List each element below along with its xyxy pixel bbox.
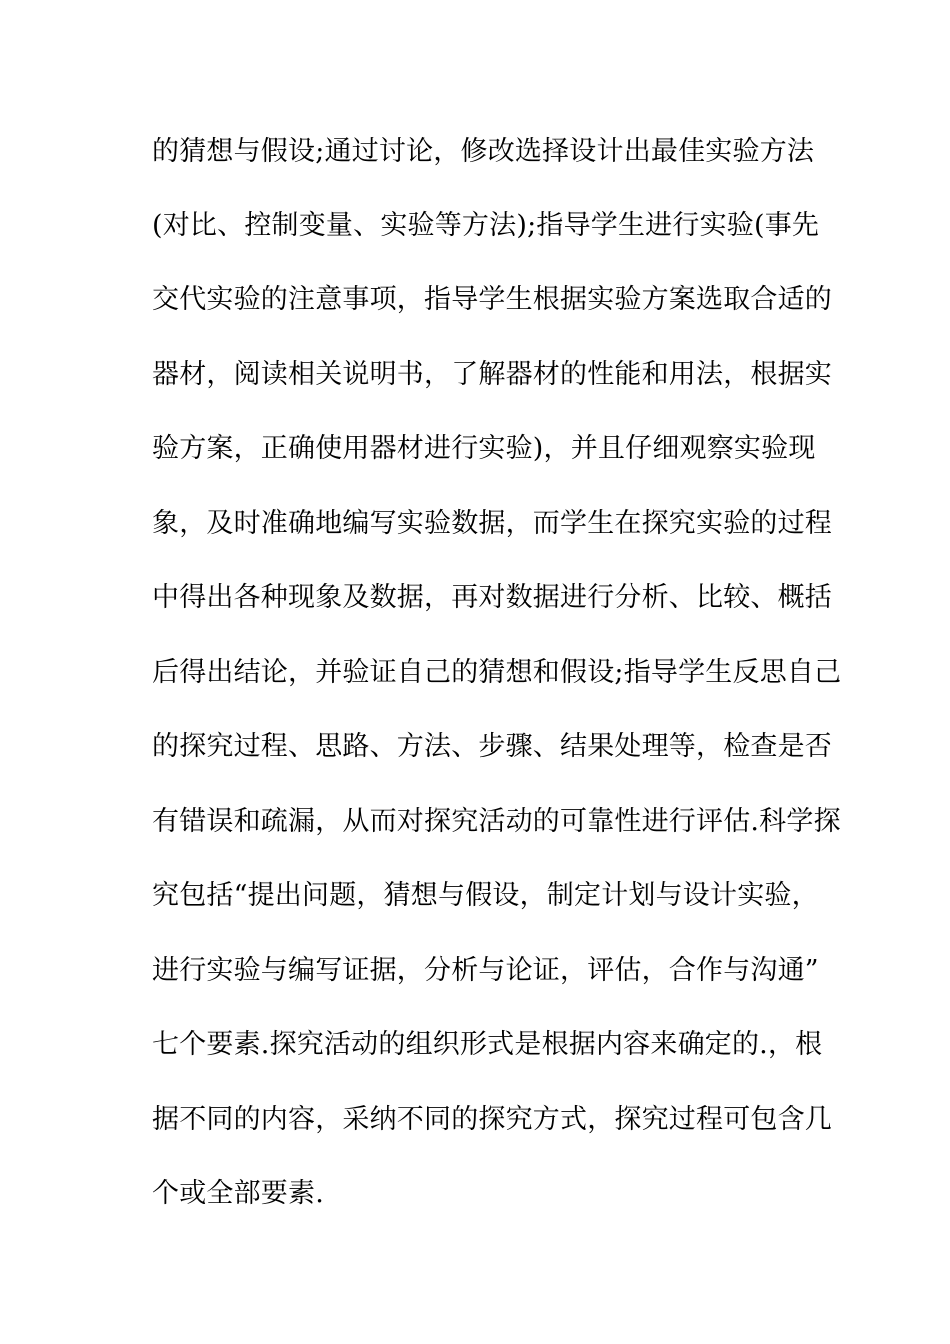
paragraph-line: 交代实验的注意事项，指导学生根据实验方案选取合适的	[152, 284, 832, 315]
paragraph-line: 中得出各种现象及数据，再对数据进行分析、比较、概括	[152, 582, 832, 613]
paragraph-line: 器材，阅读相关说明书，了解器材的性能和用法，根据实	[152, 359, 832, 390]
paragraph-line: 后得出结论，并验证自己的猜想和假设;指导学生反思自己	[152, 657, 842, 688]
paragraph-line: 验方案，正确使用器材进行实验)，并且仔细观察实验现	[152, 433, 816, 464]
paragraph-line: 据不同的内容，采纳不同的探究方式，探究过程可包含几	[152, 1104, 832, 1135]
paragraph-line: 进行实验与编写证据，分析与论证，评估，合作与沟通”	[152, 955, 819, 986]
paragraph-line: 个或全部要素.	[152, 1178, 324, 1209]
paragraph-line: 的探究过程、思路、方法、步骤、结果处理等，检查是否	[152, 731, 832, 762]
paragraph-line: 有错误和疏漏，从而对探究活动的可靠性进行评估.科学探	[152, 806, 841, 837]
paragraph-line: 七个要素.探究活动的组织形式是根据内容来确定的.，根	[152, 1029, 823, 1060]
paragraph-line: 象，及时准确地编写实验数据，而学生在探究实验的过程	[152, 508, 832, 539]
paragraph-line: 究包括“提出问题，猜想与假设，制定计划与设计实验，	[152, 880, 819, 911]
paragraph-line: 的猜想与假设;通过讨论，修改选择设计出最佳实验方法	[152, 136, 815, 167]
paragraph-line: (对比、控制变量、实验等方法);指导学生进行实验(事先	[152, 210, 820, 241]
